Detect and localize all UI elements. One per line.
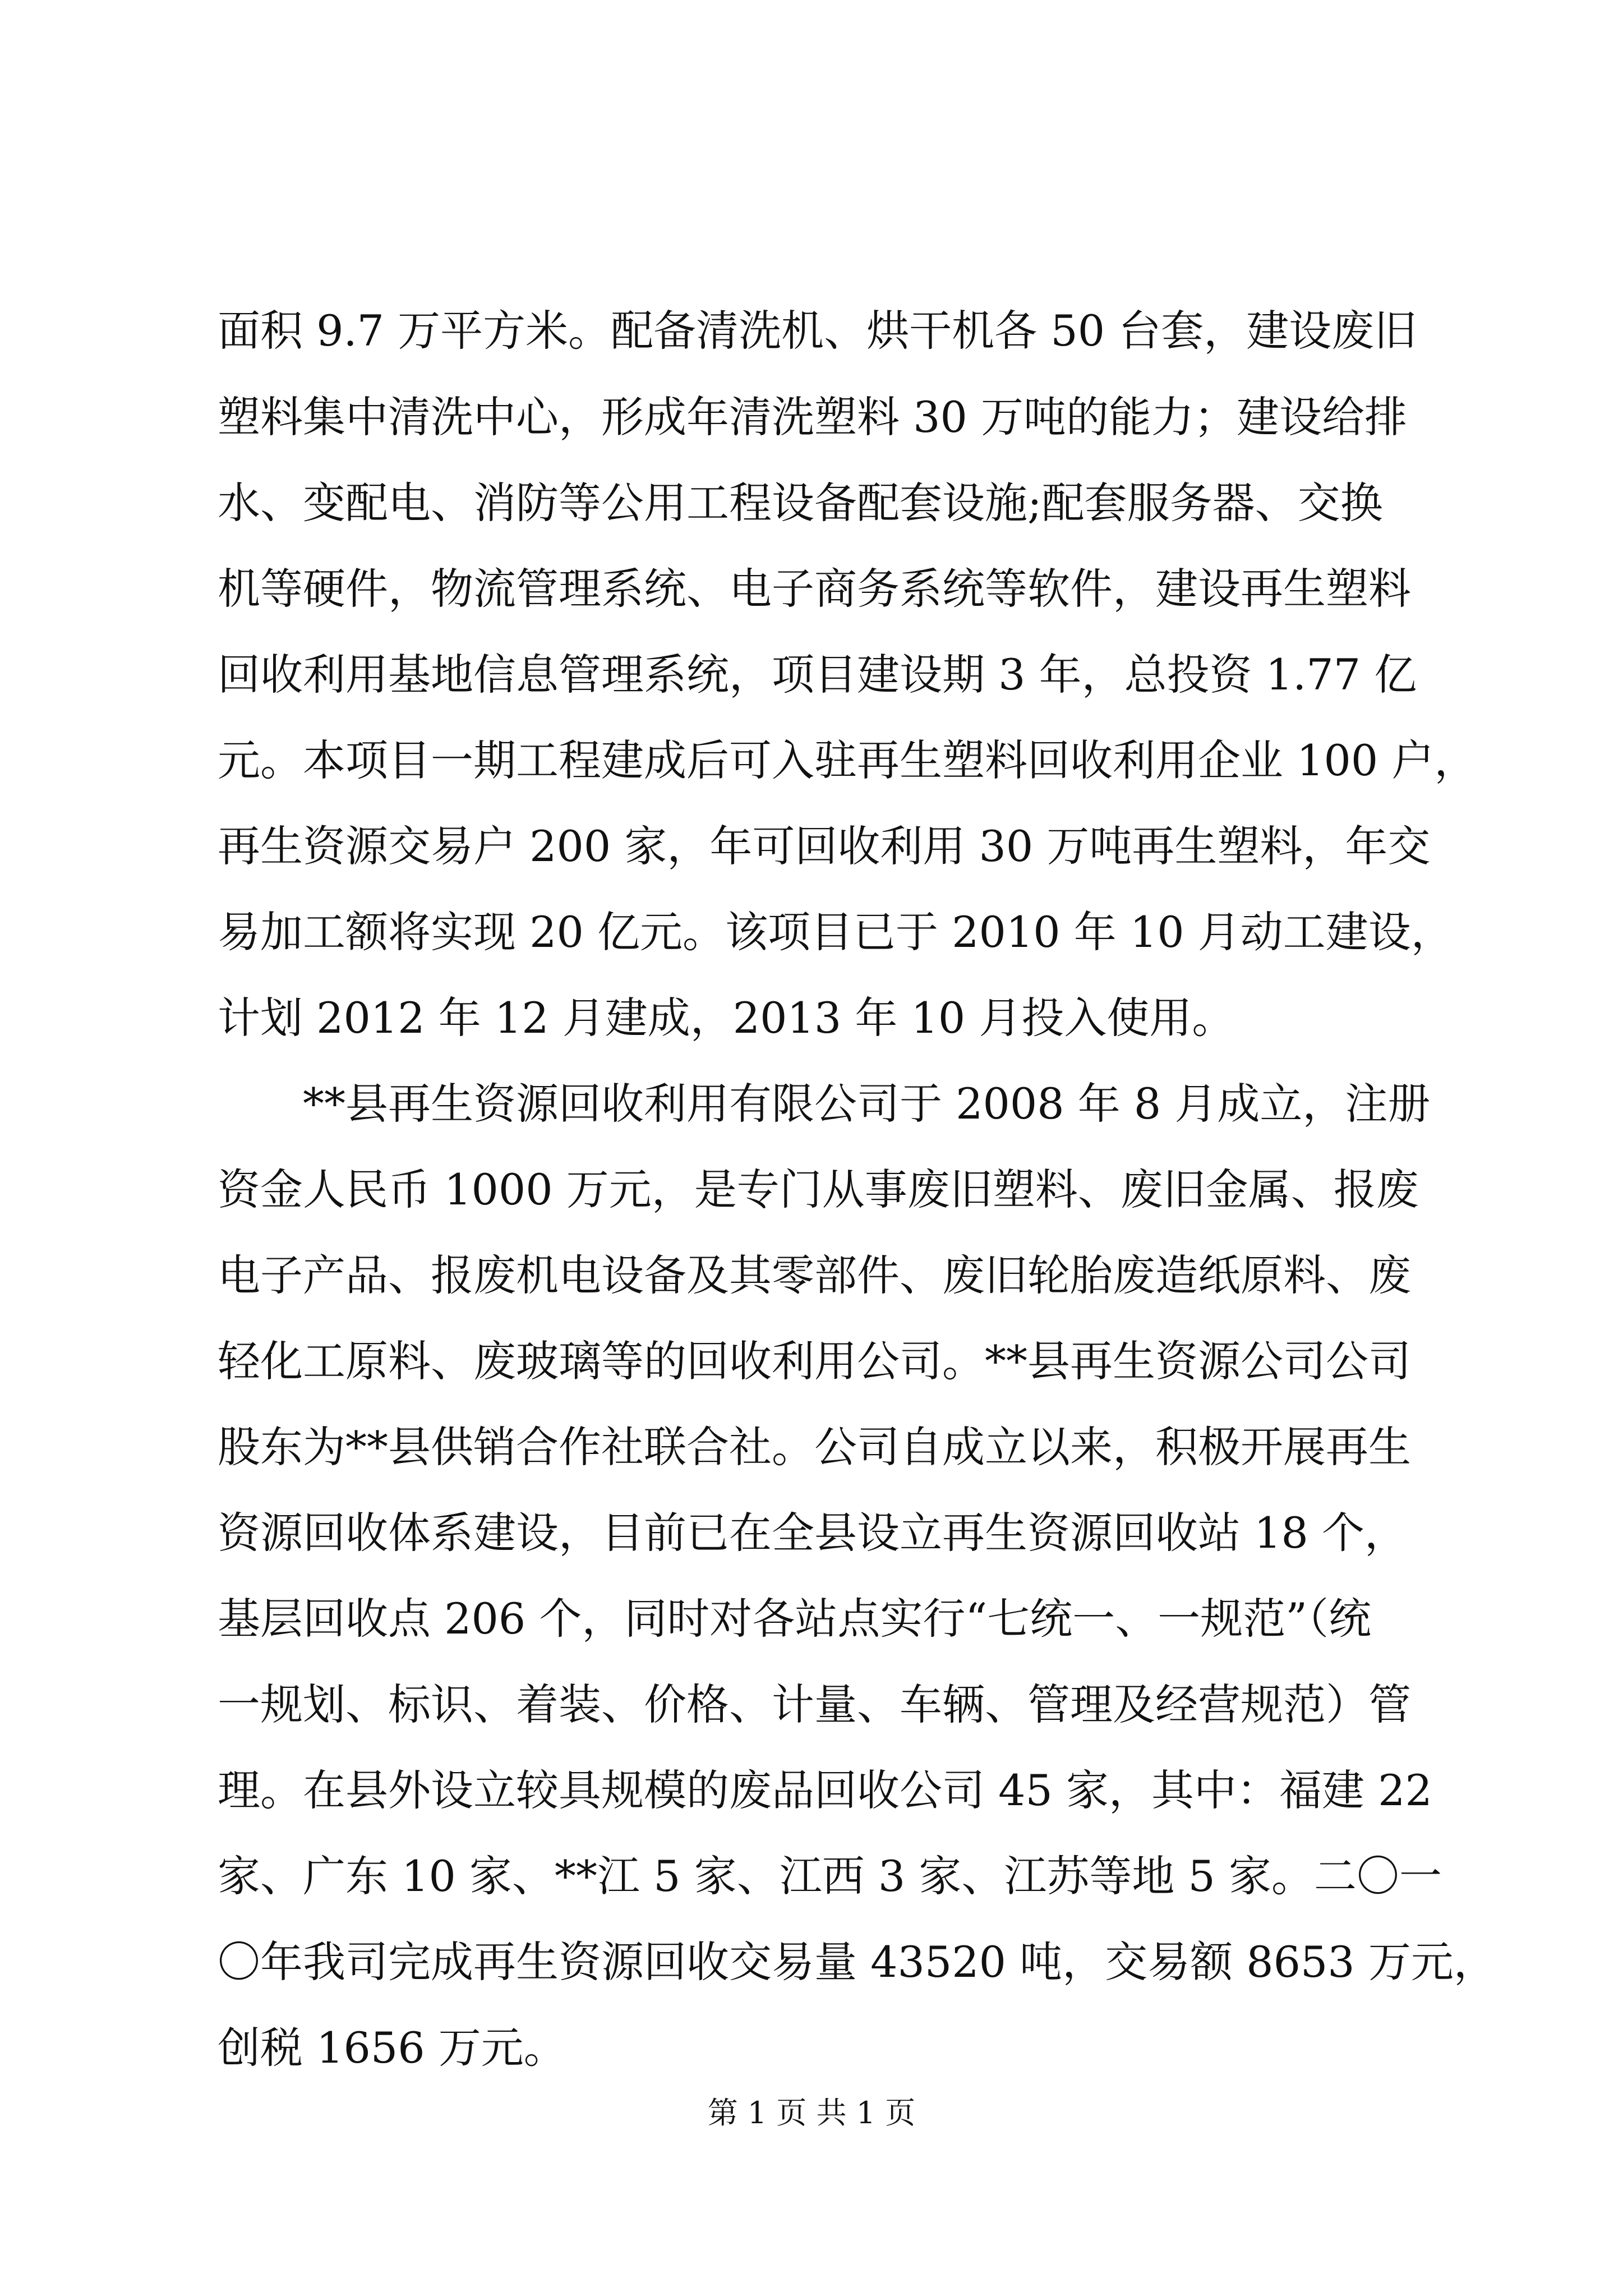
page-footer: 第 1 页 共 1 页 <box>707 2095 916 2131</box>
body-line: 计划 2012 年 12 月建成，2013 年 10 月投入使用。 <box>218 993 1235 1043</box>
body-line: 回收利用基地信息管理系统，项目建设期 3 年，总投资 1.77 亿 <box>218 650 1417 700</box>
body-line: 塑料集中清洗中心，形成年清洗塑料 30 万吨的能力；建设给排 <box>218 392 1408 442</box>
body-line: 轻化工原料、废玻璃等的回收利用公司。**县再生资源公司公司 <box>218 1336 1411 1386</box>
body-line: 基层回收点 206 个，同时对各站点实行“七统一、一规范”（统 <box>218 1594 1372 1644</box>
body-line: 创税 1656 万元。 <box>218 2023 566 2073</box>
body-line: 一规划、标识、着装、价格、计量、车辆、管理及经营规范）管 <box>218 1680 1411 1729</box>
body-line: 电子产品、报废机电设备及其零部件、废旧轮胎废造纸原料、废 <box>218 1250 1411 1300</box>
body-line: 家、广东 10 家、**江 5 家、江西 3 家、江苏等地 5 家。二〇一 <box>218 1851 1442 1901</box>
body-line: 元。本项目一期工程建成后可入驻再生塑料回收利用企业 100 户， <box>218 735 1477 785</box>
body-line: 再生资源交易户 200 家，年可回收利用 30 万吨再生塑料，年交 <box>218 821 1431 871</box>
body-line: 水、变配电、消防等公用工程设备配套设施;配套服务器、交换 <box>218 478 1383 528</box>
body-line: 易加工额将实现 20 亿元。该项目已于 2010 年 10 月动工建设， <box>218 907 1454 957</box>
body-line: 机等硬件，物流管理系统、电子商务系统等软件，建设再生塑料 <box>218 564 1411 614</box>
body-line: 〇年我司完成再生资源回收交易量 43520 吨，交易额 8653 万元， <box>218 1937 1496 1987</box>
body-line: 理。在县外设立较具规模的废品回收公司 45 家，其中：福建 22 <box>218 1765 1432 1815</box>
body-line: 资金人民币 1000 万元，是专门从事废旧塑料、废旧金属、报废 <box>218 1165 1419 1214</box>
body-line: **县再生资源回收利用有限公司于 2008 年 8 月成立，注册 <box>218 1079 1431 1129</box>
body-line: 面积 9.7 万平方米。配备清洗机、烘干机各 50 台套，建设废旧 <box>218 306 1417 356</box>
body-line: 股东为**县供销合作社联合社。公司自成立以来，积极开展再生 <box>218 1422 1411 1472</box>
body-line: 资源回收体系建设，目前已在全县设立再生资源回收站 18 个， <box>218 1508 1408 1558</box>
